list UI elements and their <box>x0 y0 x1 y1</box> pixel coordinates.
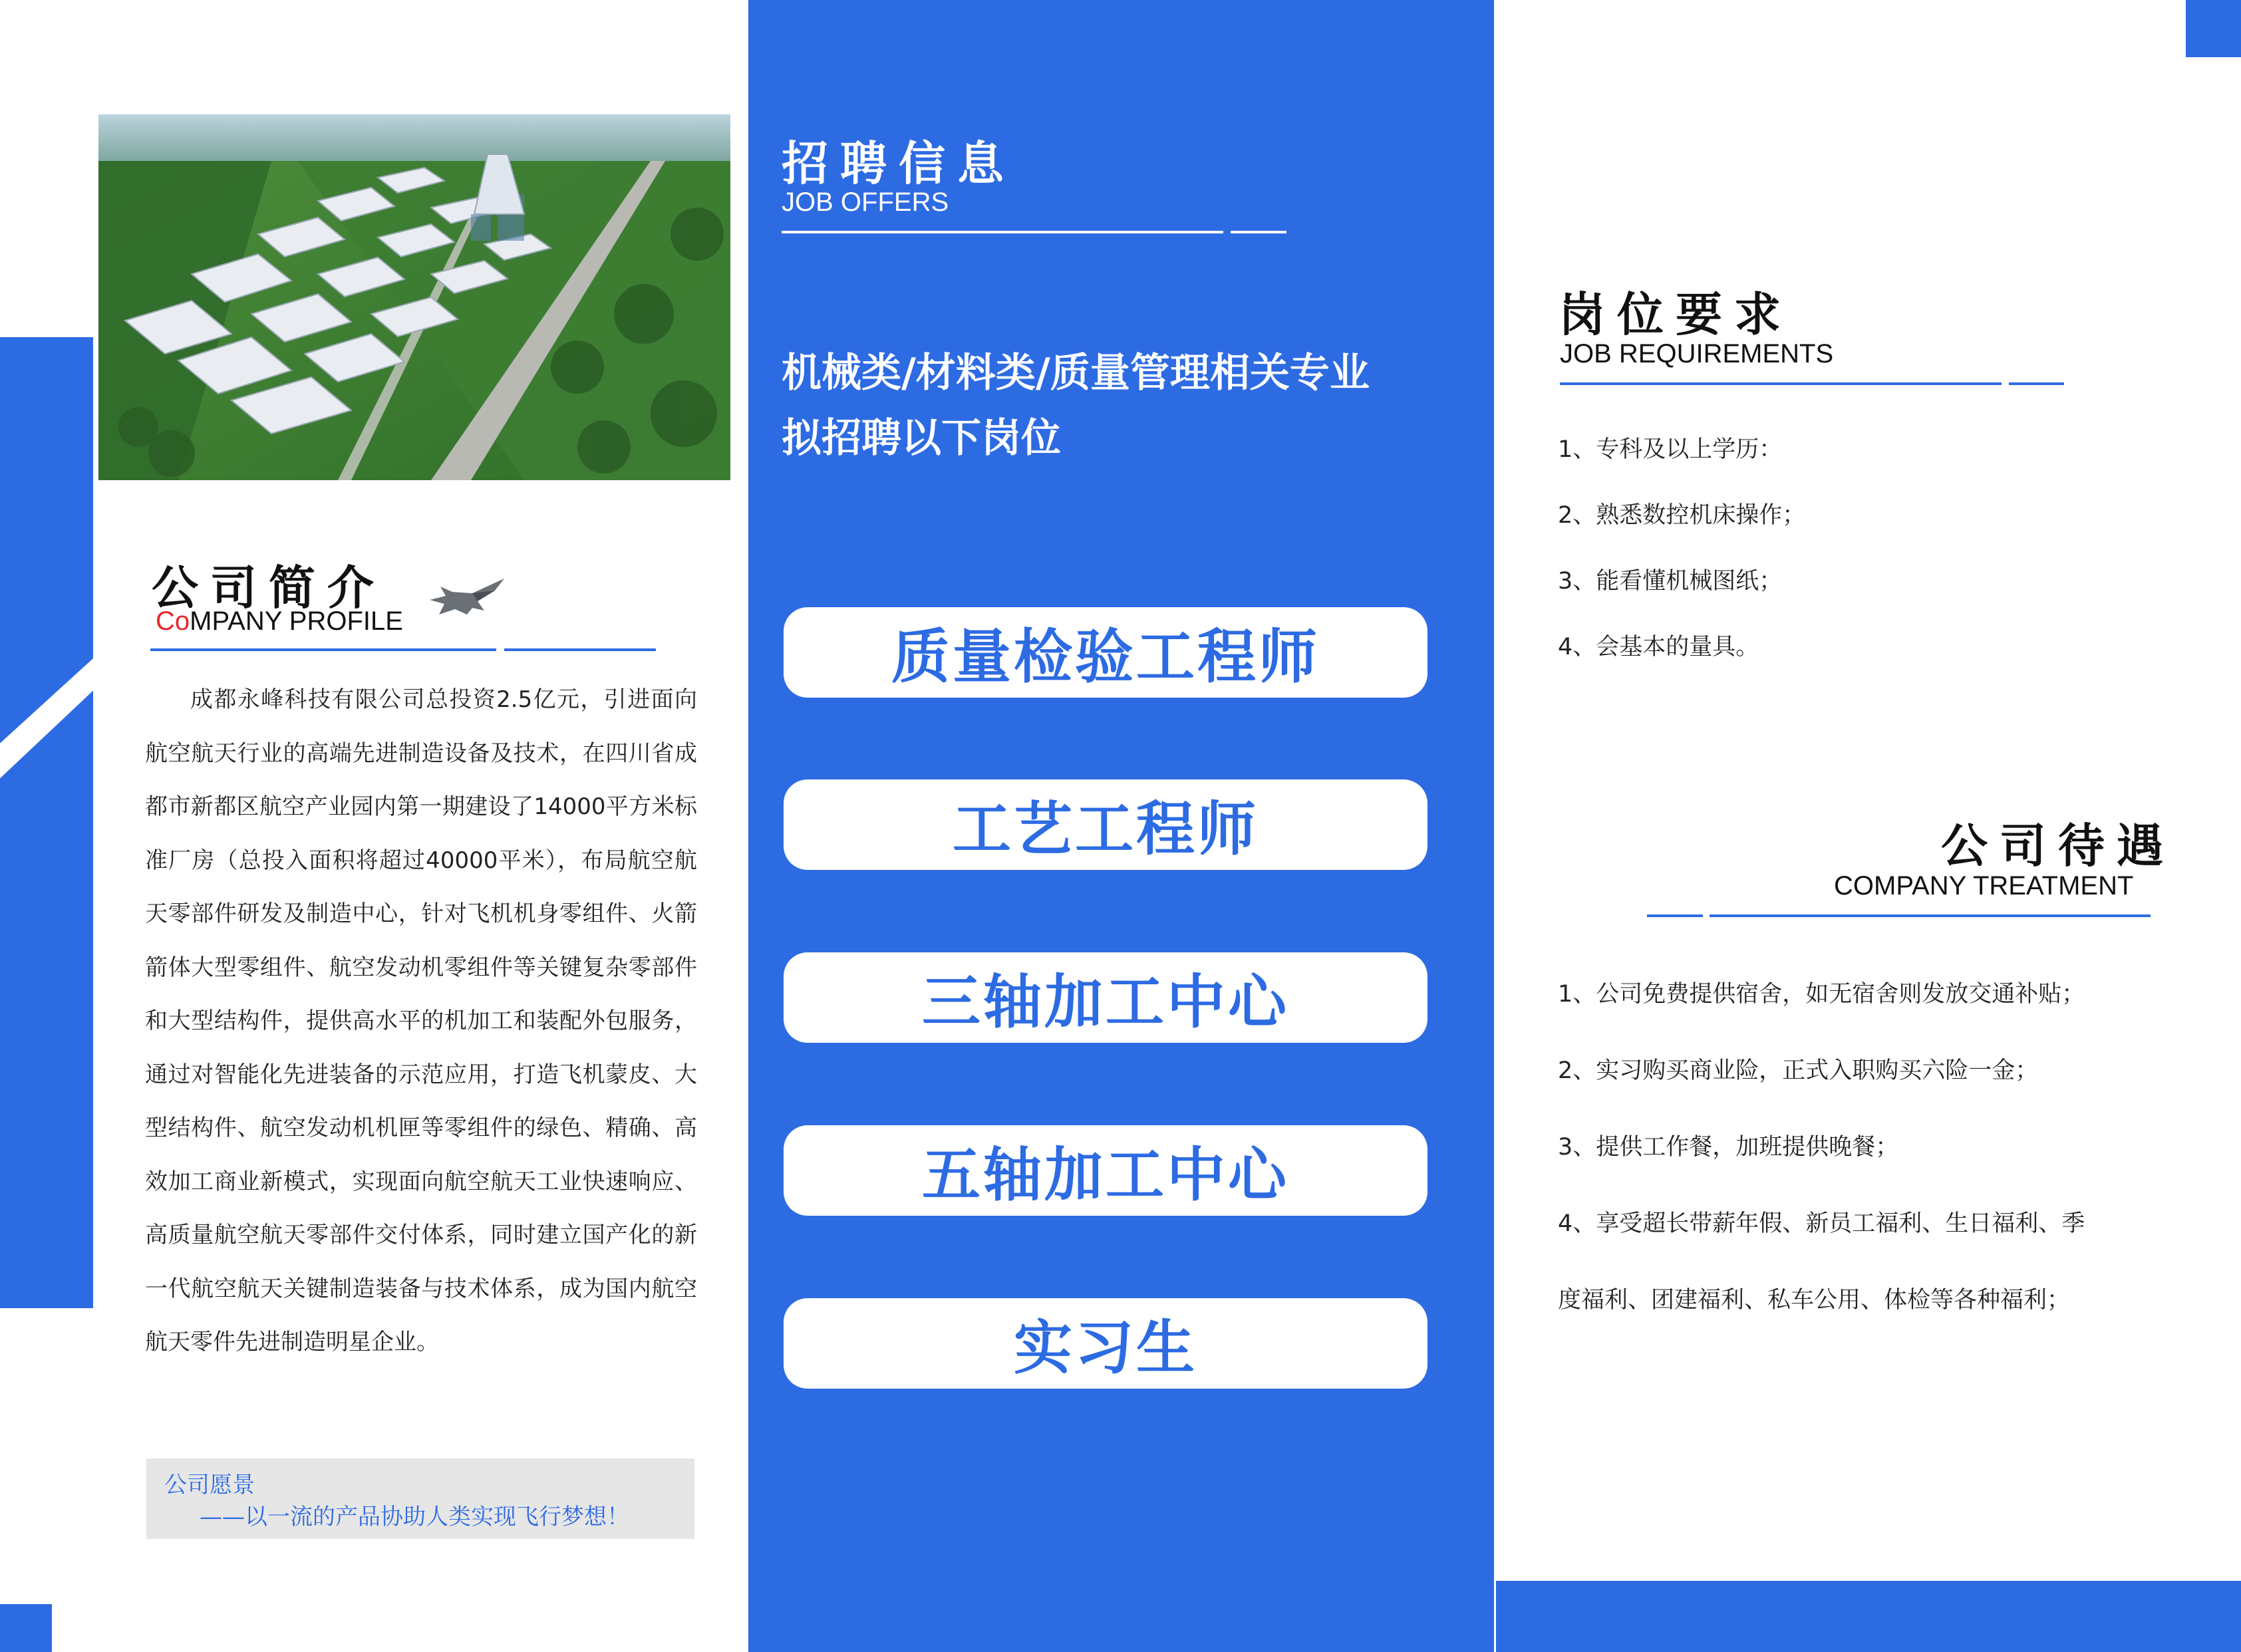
requirements-underline-long <box>1560 382 2002 385</box>
job-offers-title-cn: 招聘信息 <box>782 136 1016 191</box>
offers-underline-long <box>782 231 1223 233</box>
bottom-right-blue-bar <box>1496 1581 2241 1652</box>
profile-underline-short <box>504 648 656 651</box>
treatment-item: 4、享受超长带薪年假、新员工福利、生日福利、季 <box>1558 1210 2085 1237</box>
position-five-axis-machining: 五轴加工中心 <box>784 1125 1427 1216</box>
majors-line-2: 拟招聘以下岗位 <box>782 415 1061 462</box>
requirements-underline-short <box>2009 382 2064 385</box>
vision-title: 公司愿景 <box>164 1472 255 1498</box>
company-profile-title-cn: 公司简介 <box>152 560 386 615</box>
position-three-axis-machining: 三轴加工中心 <box>784 952 1427 1043</box>
majors-block <box>782 341 1473 471</box>
job-offers-title-en: JOB OFFERS <box>782 188 949 217</box>
fighter-jet-icon <box>426 573 506 628</box>
treatment-underline-long <box>1710 914 2151 917</box>
treatment-list <box>1558 976 2157 1358</box>
job-requirements-title-en: JOB REQUIREMENTS <box>1560 339 1834 368</box>
company-treatment-title-cn: 公司待遇 <box>1941 818 2175 873</box>
majors-line-1: 机械类/材料类/质量管理相关专业 <box>782 350 1370 396</box>
treatment-item: 2、实习购买商业险，正式入职购买六险一金； <box>1558 1057 2039 1084</box>
industrial-park-aerial-image <box>98 114 730 480</box>
position-intern: 实习生 <box>784 1298 1427 1389</box>
bottom-left-blue-square <box>0 1604 52 1652</box>
requirements-list <box>1558 431 1805 694</box>
treatment-item: 1、公司免费提供宿舍，如无宿舍则发放交通补贴； <box>1558 981 2085 1008</box>
left-blue-accent-bar <box>0 337 93 1308</box>
vision-text: ——以一流的产品协助人类实现飞行梦想！ <box>200 1504 629 1530</box>
company-profile-title-en <box>156 607 403 636</box>
company-profile-body: 成都永峰科技有限公司总投资2.5亿元，引进面向航空航天行业的高端先进制造设备及技术，在四川省成都市新都区航空产业园内第一期建设了14000平方米标准厂房（总投入面积将超过40000平米），布局航空航天零部件研发及制造中心，针对飞机机身零组件、火箭箭体大型零组件、航空发动机零组件等关键复杂零部件和大型结构件，提供高水平的机加工和装配外包服务，通过对智能化先进装备的示范应用，打造飞机蒙皮、大型结构件、航空发动机机匣等零组件的绿色、精确、高效加工商业新模式，实现面向航空航天工业快速响应、高质量航空航天零部件交付体系，同时建立国产化的新一代航空航天关键制造装备与技术体系，成为国内航空航天零件先进制造明星企业。 <box>145 686 697 1355</box>
position-quality-inspection-engineer: 质量检验工程师 <box>784 607 1427 698</box>
top-right-blue-square <box>2186 0 2241 57</box>
company-profile-title-en-rest: MPANY PROFILE <box>190 607 403 636</box>
treatment-item: 3、提供工作餐，加班提供晚餐； <box>1558 1134 1899 1161</box>
treatment-item: 度福利、团建福利、私车公用、体检等各种福利； <box>1558 1287 2071 1313</box>
company-profile-title-en-accent: Co <box>156 607 190 636</box>
treatment-underline-short <box>1647 914 1703 917</box>
requirement-item: 3、能看懂机械图纸； <box>1558 568 1783 595</box>
offers-underline-short <box>1231 231 1286 233</box>
requirement-item: 2、熟悉数控机床操作； <box>1558 502 1806 529</box>
profile-underline-long <box>150 648 496 651</box>
requirement-item: 4、会基本的量具。 <box>1558 634 1759 660</box>
company-treatment-title-en: COMPANY TREATMENT <box>1834 871 2134 900</box>
position-process-engineer: 工艺工程师 <box>784 779 1427 870</box>
requirement-item: 1、专科及以上学历： <box>1558 436 1783 463</box>
job-requirements-title-cn: 岗位要求 <box>1559 287 1793 342</box>
